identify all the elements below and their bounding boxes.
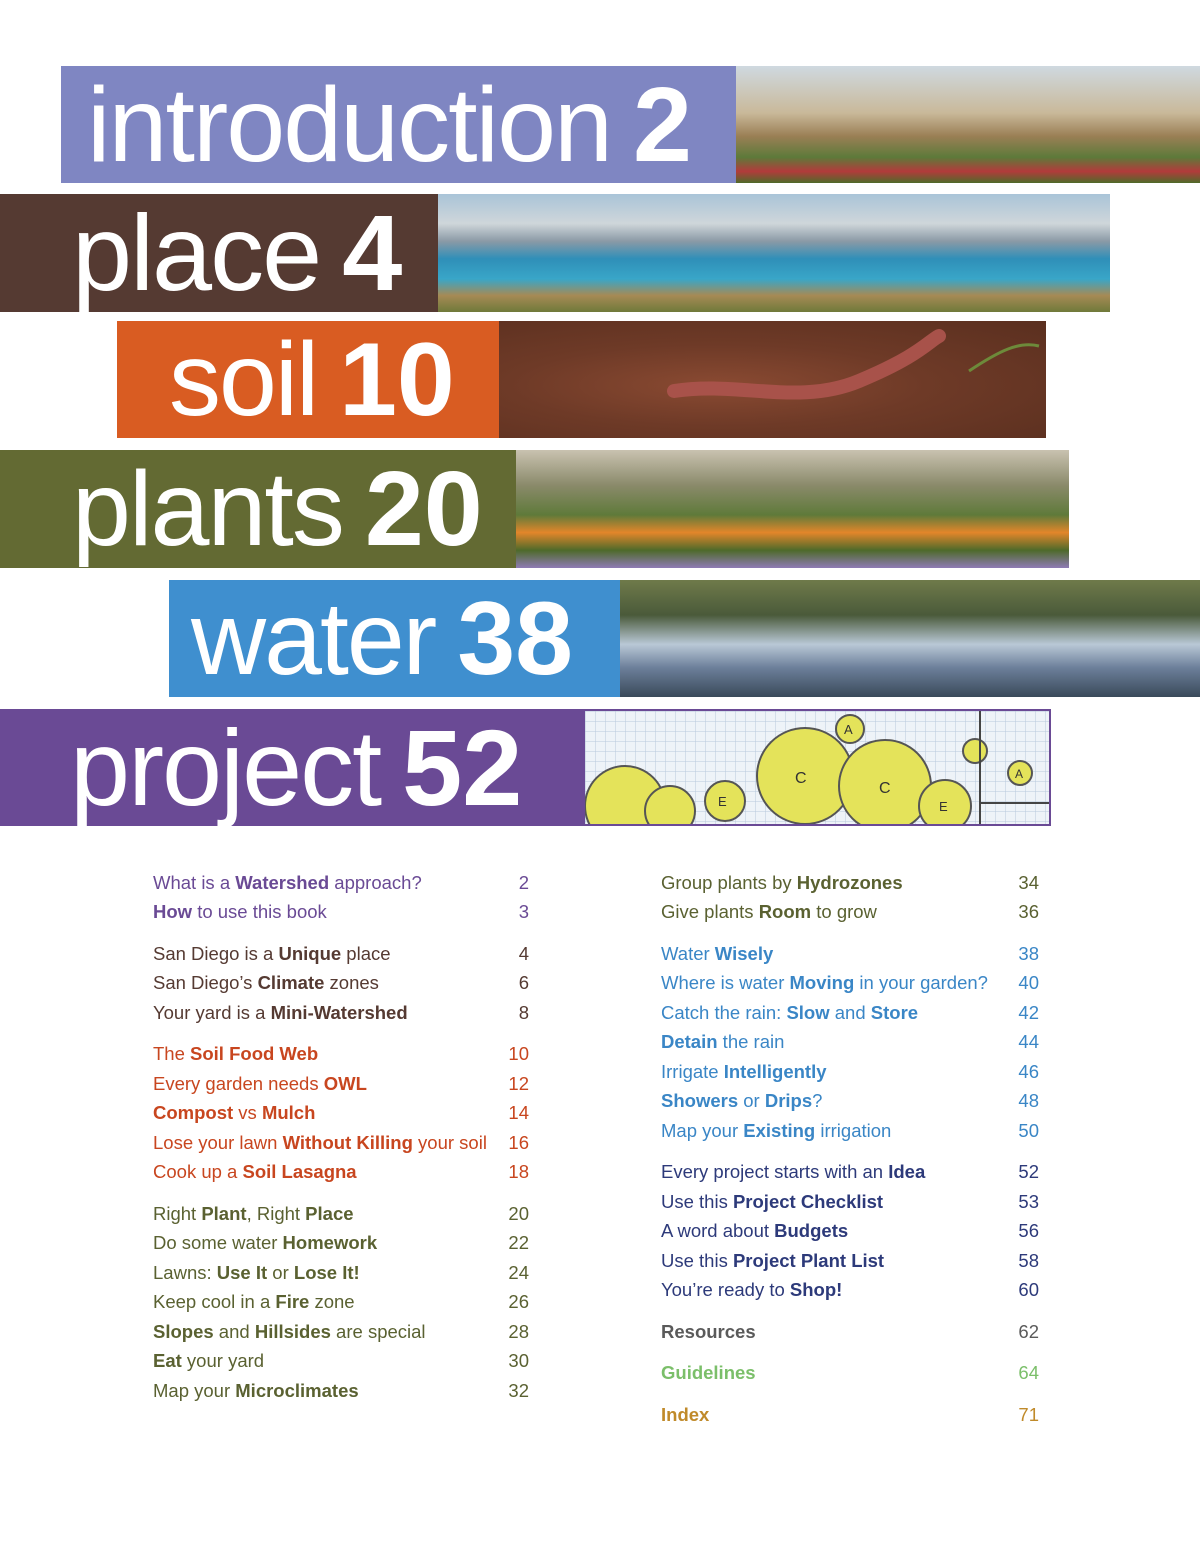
plan-label: E: [939, 799, 948, 814]
toc-entry[interactable]: [153, 1229, 529, 1259]
toc-entry[interactable]: [661, 1187, 1039, 1217]
chapter-page: 10: [339, 321, 455, 438]
toc-page-number: 3: [518, 901, 529, 923]
toc-text: You’re ready to: [661, 1279, 790, 1301]
toc-entry[interactable]: [661, 898, 1039, 928]
toc-page-number: 12: [508, 1072, 529, 1094]
toc-text: Map your: [153, 1379, 236, 1401]
toc-keyword: Lose It!: [293, 1261, 360, 1283]
toc-text: Use this: [661, 1190, 733, 1212]
toc-text: , Right: [246, 1202, 306, 1224]
toc-entry-title: [661, 972, 988, 994]
toc-page-number: 6: [518, 972, 529, 994]
toc-entry[interactable]: [661, 939, 1039, 969]
toc-entry[interactable]: [153, 1128, 529, 1158]
toc-page-number: 48: [1018, 1090, 1039, 1112]
chapter-band-place[interactable]: [0, 194, 1110, 312]
toc-entry-title: [661, 1120, 891, 1142]
toc-page-number: 56: [1018, 1220, 1039, 1242]
toc-entry[interactable]: [661, 1400, 1039, 1430]
toc-keyword: Drips: [764, 1090, 813, 1112]
toc-group: [661, 868, 1039, 927]
toc-entry[interactable]: [153, 998, 529, 1028]
toc-page-number: 53: [1018, 1190, 1039, 1212]
toc-entry[interactable]: [153, 1158, 529, 1188]
toc-page-number: 2: [518, 871, 529, 893]
toc-keyword: Compost: [153, 1102, 234, 1124]
toc-entry-title: [661, 1220, 848, 1242]
toc-entry[interactable]: [153, 1258, 529, 1288]
toc-entry-title: [153, 1380, 359, 1402]
toc-page-number: 14: [508, 1102, 529, 1124]
toc-page-number: 52: [1018, 1161, 1039, 1183]
toc-entry[interactable]: [661, 1246, 1039, 1276]
toc-keyword: Index: [661, 1403, 710, 1425]
toc-page-number: 4: [518, 942, 529, 964]
toc-text: A word about: [661, 1220, 775, 1242]
toc-entry[interactable]: [153, 1199, 529, 1229]
toc-entry-title: [153, 1350, 264, 1372]
toc-page-number: 20: [508, 1202, 529, 1224]
toc-keyword: Store: [870, 1001, 919, 1023]
toc-keyword: Without Killing: [282, 1131, 413, 1153]
toc-keyword: Room: [758, 901, 812, 923]
chapter-label: [61, 66, 736, 183]
chapter-title: soil: [169, 321, 318, 438]
toc-entry-title: [661, 1061, 827, 1083]
chapter-page: 4: [342, 194, 403, 312]
toc-keyword: Soil Food Web: [190, 1043, 319, 1065]
toc-text: are special: [330, 1320, 426, 1342]
toc-keyword: Slopes: [153, 1320, 214, 1342]
toc-page-number: 16: [508, 1131, 529, 1153]
toc-page-number: 30: [508, 1350, 529, 1372]
toc-keyword: Mini-Watershed: [270, 1001, 408, 1023]
toc-page-number: 26: [508, 1291, 529, 1313]
toc-page-number: 28: [508, 1320, 529, 1342]
toc-text: Irrigate: [661, 1060, 724, 1082]
toc-right-column: [661, 868, 1039, 1442]
toc-entry[interactable]: [153, 1069, 529, 1099]
toc-page-number: 24: [508, 1261, 529, 1283]
toc-text: zones: [324, 972, 379, 994]
toc-entry[interactable]: [661, 998, 1039, 1028]
toc-keyword: Project Checklist: [732, 1190, 884, 1212]
toc-page-number: 58: [1018, 1249, 1039, 1271]
toc-entry-title: [661, 1279, 842, 1301]
toc-entry-title: [661, 1191, 883, 1213]
toc-page-number: 36: [1018, 901, 1039, 923]
toc-entry-title: [153, 1262, 360, 1284]
toc-entry[interactable]: [153, 1376, 529, 1406]
earthworm-soil-photo: [499, 321, 1046, 438]
chapter-title: project: [70, 709, 381, 826]
toc-group: [153, 1040, 529, 1188]
toc-entry[interactable]: [153, 1317, 529, 1347]
toc-keyword: Detain: [661, 1031, 718, 1053]
toc-keyword: OWL: [323, 1072, 367, 1094]
toc-entry-title: [153, 1203, 354, 1225]
toc-group: [661, 1400, 1039, 1430]
toc-group: [661, 1317, 1039, 1347]
toc-entry[interactable]: [661, 868, 1039, 898]
toc-entry-title: [153, 1102, 315, 1124]
toc-keyword: Place: [305, 1202, 354, 1224]
toc-page-number: 62: [1018, 1320, 1039, 1342]
toc-keyword: Mulch: [261, 1102, 316, 1124]
toc-page-number: 10: [508, 1043, 529, 1065]
toc-entry-title: [153, 1232, 377, 1254]
toc-entry-title: [153, 1291, 355, 1313]
toc-keyword: Homework: [282, 1232, 378, 1254]
toc-entry-title: [661, 1090, 822, 1112]
chapter-band-project[interactable]: [0, 709, 1051, 826]
toc-keyword: Guidelines: [661, 1362, 756, 1384]
toc-keyword: Microclimates: [235, 1379, 359, 1401]
toc-keyword: Watershed: [235, 871, 330, 893]
toc-entry-title: [661, 1002, 918, 1024]
toc-entry-title: [153, 872, 422, 894]
toc-group: [153, 868, 529, 927]
chapter-page: 20: [364, 450, 483, 568]
toc-page-number: 64: [1018, 1362, 1039, 1384]
toc-entry-title: [661, 1031, 784, 1053]
toc-keyword: Wisely: [714, 942, 774, 964]
toc-entry[interactable]: [661, 1158, 1039, 1188]
toc-text: to grow: [811, 901, 877, 923]
toc-text: your soil: [412, 1131, 487, 1153]
toc-entry[interactable]: [661, 1087, 1039, 1117]
toc-entry-title: [661, 1362, 756, 1384]
toc-entry-title: [661, 1404, 709, 1426]
toc-entry[interactable]: [153, 868, 529, 898]
toc-text: Use this: [661, 1249, 733, 1271]
toc-text: and: [213, 1320, 255, 1342]
chapter-title: water: [191, 580, 436, 697]
toc-text: in your garden?: [854, 972, 988, 994]
chapter-label: [0, 194, 438, 312]
toc-entry-title: [153, 1161, 357, 1183]
toc-keyword: Unique: [278, 942, 342, 964]
toc-entry-title: [153, 901, 327, 923]
toc-keyword: Existing: [743, 1119, 816, 1141]
toc-entry[interactable]: [661, 1276, 1039, 1306]
plan-label: A: [1015, 767, 1024, 781]
toc-page-number: 46: [1018, 1060, 1039, 1082]
toc-entry-title: [153, 1043, 318, 1065]
toc-keyword: Project Plant List: [732, 1249, 885, 1271]
toc-keyword: Hydrozones: [796, 871, 903, 893]
toc-entry[interactable]: [153, 1347, 529, 1377]
plan-label: A: [844, 722, 853, 737]
toc-entry[interactable]: [153, 1099, 529, 1129]
toc-page-number: 32: [508, 1379, 529, 1401]
toc-text: Every project starts with an: [661, 1161, 889, 1183]
toc-page-number: 44: [1018, 1031, 1039, 1053]
toc-page-number: 40: [1018, 972, 1039, 994]
toc-page-number: 8: [518, 1001, 529, 1023]
toc-text: to use this book: [192, 901, 327, 923]
chapter-title: place: [72, 194, 321, 312]
toc-entry[interactable]: [661, 1057, 1039, 1087]
toc-entry-title: [153, 972, 379, 994]
toc-entry-title: [153, 1132, 487, 1154]
chapter-band-introduction[interactable]: [61, 66, 1200, 183]
chapter-band-plants[interactable]: [0, 450, 1069, 568]
toc-left-column: [153, 868, 529, 1418]
toc-keyword: Showers: [661, 1090, 739, 1112]
toc-keyword: Eat: [153, 1350, 182, 1372]
toc-page-number: 50: [1018, 1119, 1039, 1141]
toc-text: and: [829, 1001, 871, 1023]
chapter-label: [0, 709, 583, 826]
toc-text: your yard: [181, 1350, 265, 1372]
plan-label: E: [718, 794, 727, 809]
toc-text: place: [341, 942, 391, 964]
toc-text: Right: [153, 1202, 202, 1224]
plan-label: C: [879, 780, 891, 797]
toc-text: Every garden needs: [153, 1072, 324, 1094]
toc-page-number: 22: [508, 1232, 529, 1254]
toc-text: approach?: [329, 871, 422, 893]
toc-text: Lose your lawn: [153, 1131, 283, 1153]
toc-keyword: Shop!: [789, 1279, 843, 1301]
toc-keyword: Climate: [257, 972, 325, 994]
toc-entry-title: [153, 1002, 408, 1024]
toc-entry[interactable]: [153, 1288, 529, 1318]
toc-page-number: 60: [1018, 1279, 1039, 1301]
toc-text: Cook up a: [153, 1161, 243, 1183]
toc-page-number: 18: [508, 1161, 529, 1183]
toc-entry-title: [661, 901, 877, 923]
toc-keyword: Soil Lasagna: [242, 1161, 357, 1183]
chapter-band-water[interactable]: [169, 580, 1200, 697]
toc-text: or: [738, 1090, 765, 1112]
toc-entry[interactable]: [153, 1040, 529, 1070]
chapter-band-soil[interactable]: [117, 321, 1046, 438]
toc-group: [661, 939, 1039, 1146]
toc-keyword: How: [153, 901, 193, 923]
toc-entry-title: [153, 1073, 367, 1095]
toc-keyword: Resources: [661, 1320, 756, 1342]
toc-text: zone: [309, 1291, 355, 1313]
poppy-garden-photo: [516, 450, 1069, 568]
toc-text: Do some water: [153, 1232, 283, 1254]
toc-entry-title: [153, 943, 391, 965]
toc-entry[interactable]: [153, 898, 529, 928]
city-skyline-photo: [438, 194, 1110, 312]
chapter-label: [117, 321, 499, 438]
toc-keyword: Idea: [888, 1161, 926, 1183]
toc-keyword: Slow: [786, 1001, 830, 1023]
chapter-page: 2: [633, 66, 692, 183]
toc-page-number: 71: [1018, 1403, 1039, 1425]
toc-entry[interactable]: [153, 969, 529, 999]
chapter-title: plants: [72, 450, 343, 568]
toc-keyword: Moving: [789, 972, 855, 994]
toc-entry[interactable]: [661, 969, 1039, 999]
chapter-label: [169, 580, 620, 697]
toc-text: Lawns:: [153, 1261, 217, 1283]
toc-page-number: 34: [1018, 871, 1039, 893]
toc-text: irrigation: [815, 1119, 892, 1141]
toc-entry[interactable]: [661, 1028, 1039, 1058]
toc-text: What is a: [153, 871, 236, 893]
toc-text: Catch the rain:: [661, 1001, 787, 1023]
toc-text: Keep cool in a: [153, 1291, 276, 1313]
chapter-page: 38: [457, 580, 573, 697]
toc-keyword: Plant: [201, 1202, 247, 1224]
chapter-title: introduction: [87, 66, 612, 183]
toc-entry-title: [661, 1321, 756, 1343]
toc-entry[interactable]: [661, 1217, 1039, 1247]
toc-text: Map your: [661, 1119, 744, 1141]
earthworm-illustration: [499, 321, 1046, 438]
toc-keyword: Use It: [216, 1261, 268, 1283]
toc-group: [661, 1359, 1039, 1389]
toc-text: Group plants by: [661, 871, 797, 893]
toc-text: the rain: [717, 1031, 785, 1053]
toc-page-number: 38: [1018, 942, 1039, 964]
toc-text: vs: [233, 1102, 262, 1124]
toc-text: Your yard is a: [153, 1001, 271, 1023]
toc-entry-title: [153, 1321, 426, 1343]
toc-group: [661, 1158, 1039, 1306]
toc-text: The: [153, 1043, 191, 1065]
toc-entry[interactable]: [153, 939, 529, 969]
pond-grass-photo: [620, 580, 1200, 697]
house-garden-photo: [736, 66, 1200, 183]
plan-sketch: [585, 711, 1049, 824]
toc-entry-title: [661, 943, 773, 965]
toc-entry[interactable]: [661, 1116, 1039, 1146]
toc-entry-title: [661, 1161, 925, 1183]
toc-group: [153, 939, 529, 1028]
chapter-page: 52: [402, 709, 523, 826]
toc-entry-title: [661, 1250, 884, 1272]
toc-text: Give plants: [661, 901, 759, 923]
toc-keyword: Budgets: [774, 1220, 849, 1242]
toc-text: ?: [812, 1090, 823, 1112]
garden-plan-drawing: [583, 709, 1051, 826]
toc-keyword: Intelligently: [723, 1060, 827, 1082]
toc-text: or: [267, 1261, 294, 1283]
toc-text: San Diego’s: [153, 972, 258, 994]
toc-text: San Diego is a: [153, 942, 279, 964]
toc-keyword: Fire: [275, 1291, 310, 1313]
toc-text: Water: [661, 942, 715, 964]
toc-keyword: Hillsides: [254, 1320, 331, 1342]
chapter-label: [0, 450, 516, 568]
toc-entry-title: [661, 872, 903, 894]
toc-text: Where is water: [661, 972, 790, 994]
plan-label: C: [795, 770, 807, 787]
toc-group: [153, 1199, 529, 1406]
toc-page-number: 42: [1018, 1001, 1039, 1023]
toc-entry[interactable]: [661, 1359, 1039, 1389]
toc-entry[interactable]: [661, 1317, 1039, 1347]
